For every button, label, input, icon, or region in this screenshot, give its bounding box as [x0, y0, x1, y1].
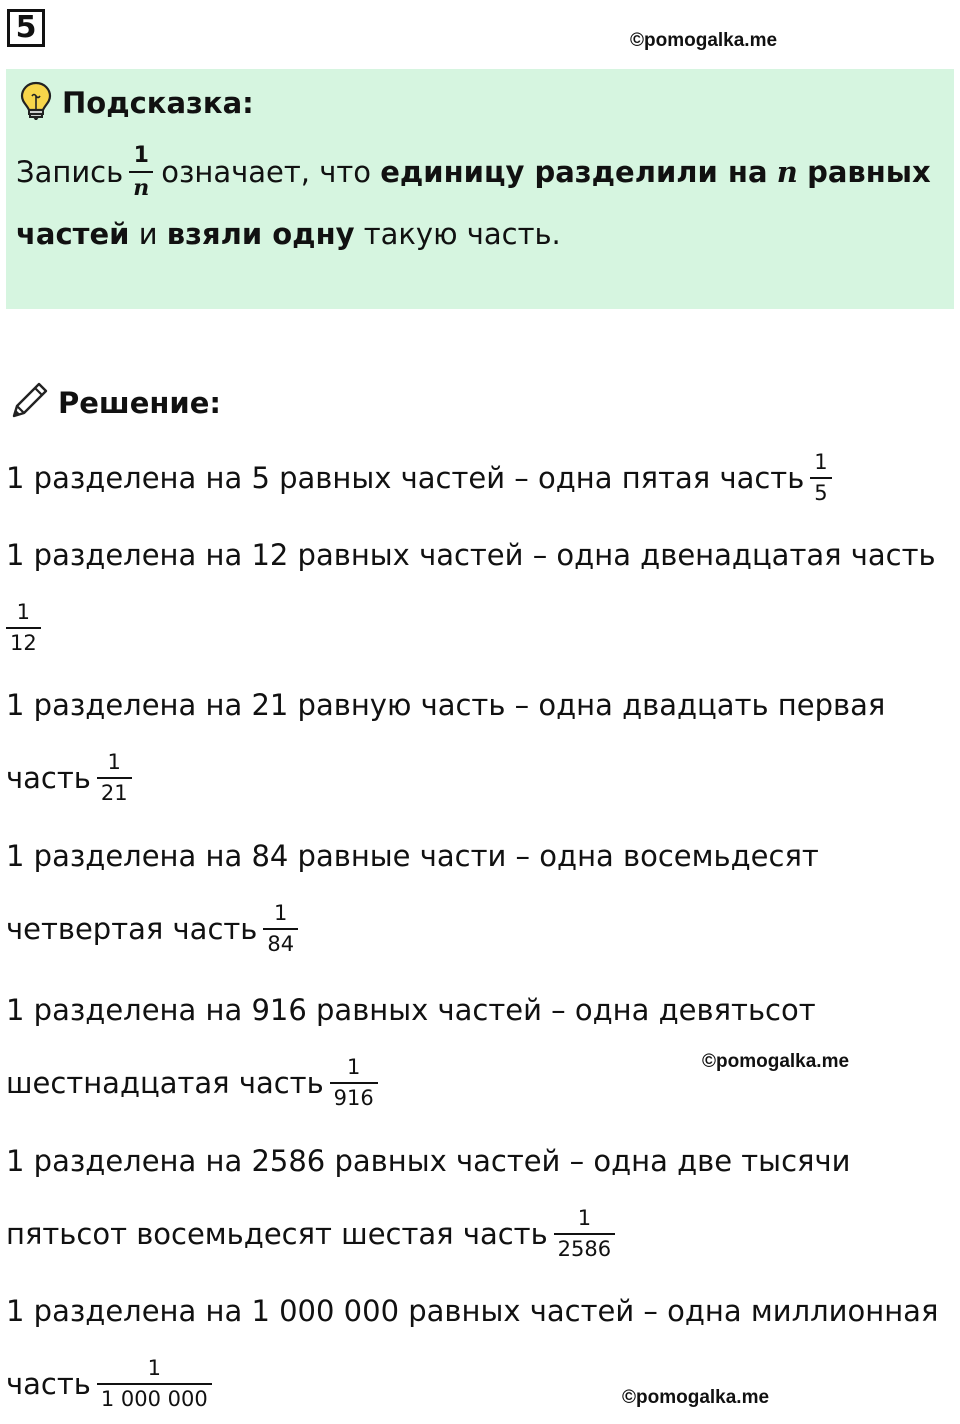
solution-text: 1 разделена на 2586 равных частей – одна две тысячи [6, 1144, 851, 1178]
fraction-den: 1 000 000 [100, 1387, 208, 1411]
solution-line [6, 452, 840, 504]
hint-fraction-num: 1 [133, 143, 149, 168]
solution-title: Решение: [58, 386, 222, 420]
fraction-den: 2586 [557, 1237, 612, 1261]
hint-intro: Запись [16, 155, 124, 189]
fraction-den: 916 [333, 1086, 374, 1110]
hint-bold-4: взяли одну [166, 217, 355, 251]
solution-text: пятьсот восемьдесят шестая часть [6, 1217, 548, 1251]
solution-line [6, 1294, 938, 1328]
watermark-bottom: ©pomogalka.me [622, 1387, 770, 1408]
fraction [97, 1358, 212, 1410]
solution-text: 1 разделена на 21 равную часть – одна двадцать первая [6, 688, 886, 722]
hint-bold-n: n [776, 155, 798, 189]
solution-line [6, 1057, 386, 1109]
solution-line [6, 993, 816, 1027]
fraction-num: 1 [16, 600, 31, 624]
solution-text: 1 разделена на 916 равных частей – одна девятьсот [6, 993, 816, 1027]
fraction-den: 21 [100, 781, 128, 805]
fraction-den: 12 [10, 631, 37, 655]
hint-text-3: такую часть. [363, 217, 561, 251]
hint-fraction [129, 145, 153, 199]
fraction [810, 452, 831, 504]
solution-line [6, 1208, 623, 1260]
hint-header [20, 81, 254, 125]
watermark-top: ©pomogalka.me [630, 30, 778, 51]
solution-text: 1 разделена на 5 равных частей – одна пятая часть [6, 461, 805, 495]
fraction-num: 1 [814, 450, 828, 474]
solution-text: 1 разделена на 1 000 000 равных частей – одна миллионная [6, 1294, 939, 1328]
solution-text: четвертая часть [6, 912, 258, 946]
fraction [263, 903, 298, 955]
fraction-num: 1 [274, 901, 288, 925]
solution-line [6, 1358, 220, 1410]
hint-fraction-den: n [133, 175, 150, 201]
solution-text: 1 разделена на 12 равных частей – одна двенадцатая часть [6, 538, 936, 572]
fraction-num: 1 [347, 1055, 361, 1079]
lightbulb-icon [20, 81, 52, 125]
fraction [6, 602, 41, 654]
solution-text: шестнадцатая часть [6, 1066, 324, 1100]
fraction-num: 1 [107, 750, 121, 774]
pencil-icon [8, 380, 50, 426]
watermark-middle: ©pomogalka.me [702, 1051, 850, 1072]
solution-text: 1 разделена на 84 равные части – одна восемьдесят [6, 839, 819, 873]
hint-bold-1: единицу разделили на [380, 155, 768, 189]
solution-line [6, 839, 819, 873]
solution-header [8, 380, 221, 426]
solution-line [6, 688, 885, 722]
solution-line [6, 752, 140, 804]
solution-line [6, 538, 936, 572]
fraction-num: 1 [577, 1206, 592, 1230]
hint-text-1: означает, что [161, 155, 371, 189]
hint-box [6, 69, 954, 309]
task-number: 5 [7, 9, 45, 47]
solution-text: часть [6, 1367, 91, 1401]
fraction [554, 1208, 615, 1260]
hint-line-1 [16, 145, 931, 199]
hint-title: Подсказка: [62, 86, 254, 120]
solution-line [6, 903, 306, 955]
fraction-den: 84 [267, 932, 295, 956]
hint-line-2 [16, 217, 561, 251]
fraction-den: 5 [814, 481, 828, 505]
hint-text-2: и [138, 217, 158, 251]
hint-bold-3: частей [16, 217, 130, 251]
solution-line [6, 602, 49, 654]
fraction-num: 1 [147, 1356, 161, 1380]
solution-text: часть [6, 761, 91, 795]
fraction [330, 1057, 378, 1109]
hint-bold-2: равных [807, 155, 931, 189]
fraction [97, 752, 132, 804]
solution-line [6, 1144, 850, 1178]
